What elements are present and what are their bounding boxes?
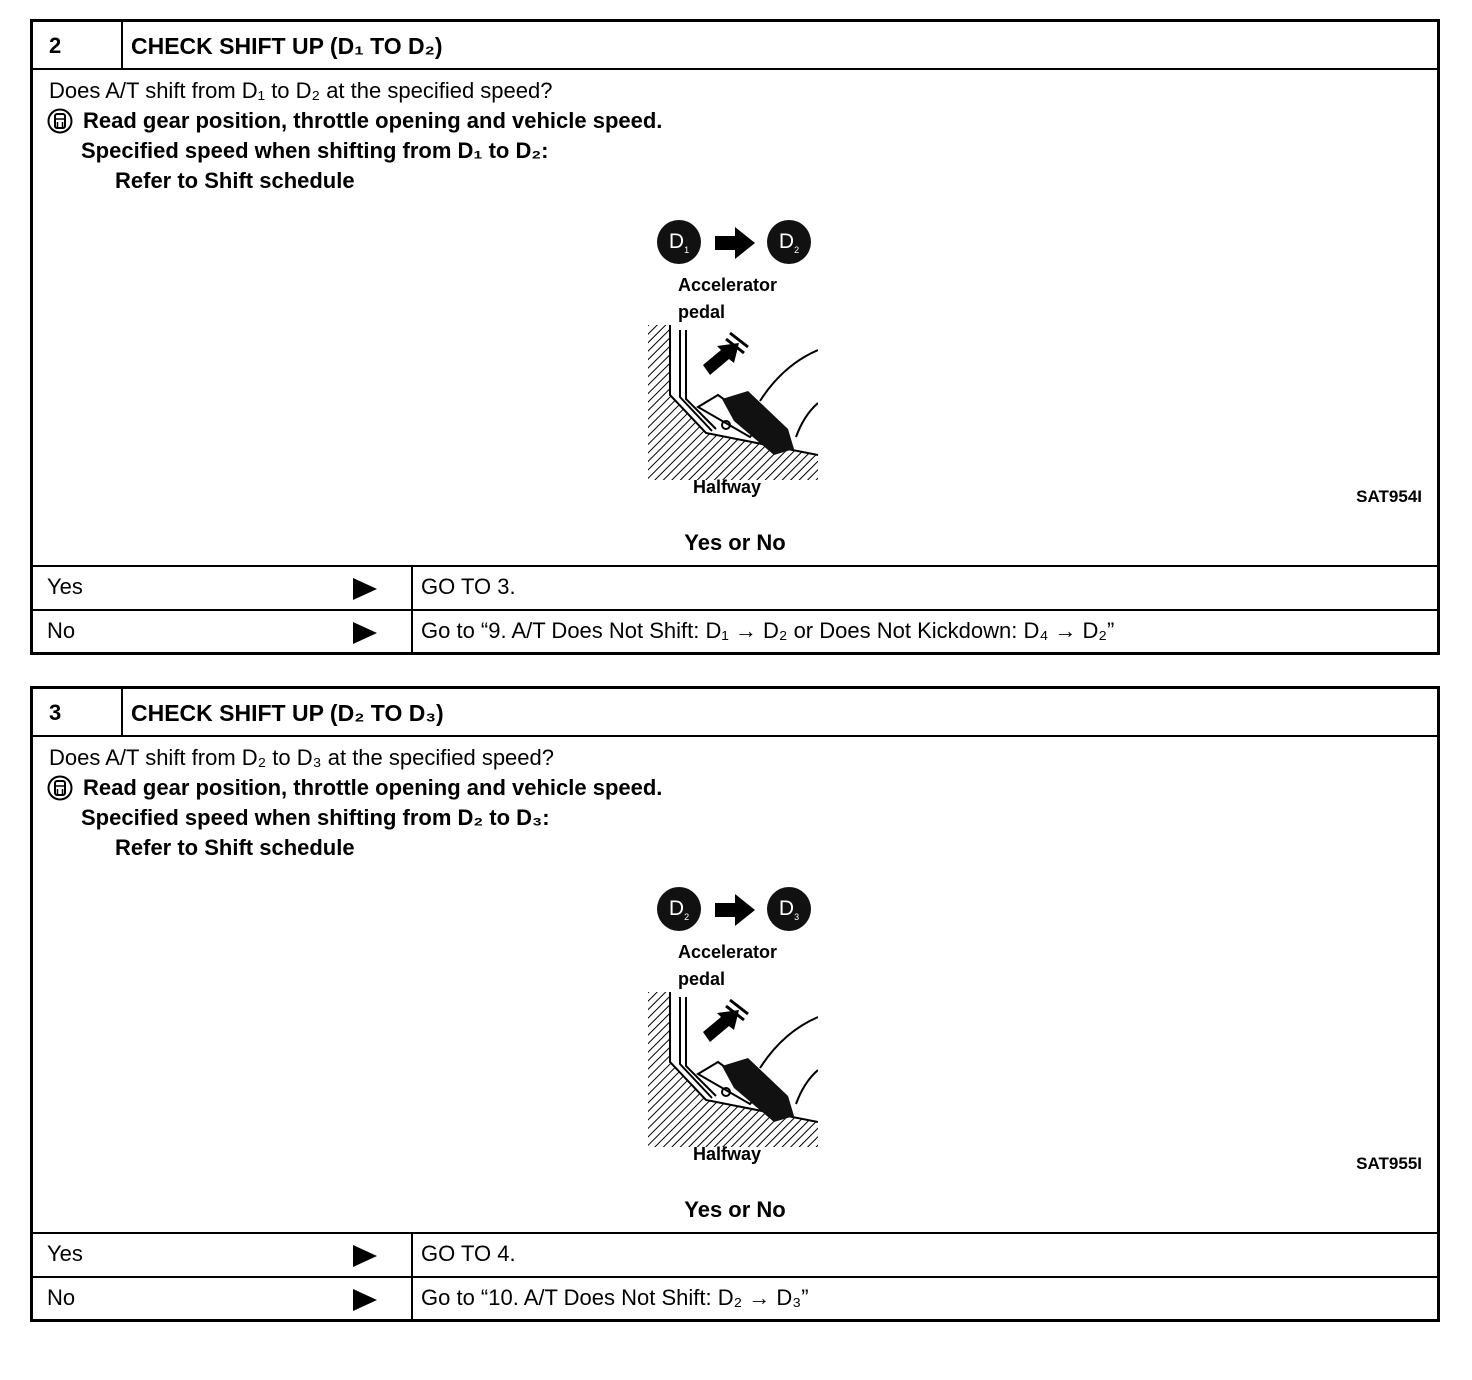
figure-code: SAT954I [1356,487,1422,506]
yes-label: Yes [47,1241,83,1266]
spec-label: Specified speed when shifting from D₂ to D₃: [81,805,550,830]
step-question: Does A/T shift from D₂ to D₃ at the specified speed? [49,745,555,770]
accelerator-pedal-figure [645,887,835,1177]
no-row [33,609,1437,654]
pedal-label: Accelerator pedal [678,942,778,989]
gear-from-icon: $D_1$ [657,220,701,264]
triangle-arrow-icon [353,622,377,644]
step-body [33,737,1437,1232]
gear-from-icon: $D_2$ [657,887,701,931]
yes-row [33,565,1437,609]
pedal-position-label: Halfway [693,1144,762,1164]
no-action: Go to “9. A/T Does Not Shift: D₁ → D₂ or Does Not Kickdown: D₄ → D₂” [411,611,1114,654]
no-row [33,1276,1437,1321]
triangle-arrow-icon [353,1245,377,1267]
consult-icon [47,108,73,134]
spec-value: Refer to Shift schedule [115,835,355,860]
instruction-text: Read gear position, throttle opening and vehicle speed. [83,775,663,800]
triangle-arrow-icon [353,1289,377,1311]
consult-icon [47,775,73,801]
pedal-position-label: Halfway [693,477,762,497]
step-2-box [30,19,1440,655]
spec-value: Refer to Shift schedule [115,168,355,193]
no-label: No [47,1285,76,1310]
yes-label: Yes [47,574,83,599]
pedal-illustration [648,992,818,1147]
no-action: Go to “10. A/T Does Not Shift: D₂ → D₃” [411,1278,809,1321]
figure-code: SAT955I [1356,1154,1422,1173]
step-title: CHECK SHIFT UP (D₁ TO D₂) [131,33,443,59]
spec-label: Specified speed when shifting from D₁ to D₂: [81,138,549,163]
step-body [33,70,1437,565]
step-3-box [30,686,1440,1322]
step-header [33,22,1437,70]
step-number: 2 [33,22,123,68]
instruction-line [47,775,662,801]
shift-arrow-icon [715,894,755,926]
gear-to-icon: $D_2$ [767,220,811,264]
step-header [33,689,1437,737]
pedal-illustration [648,325,818,480]
accelerator-pedal-figure [645,220,835,510]
gear-to-icon: $D_3$ [767,887,811,931]
step-number: 3 [33,689,123,735]
shift-arrow-icon [715,227,755,259]
instruction-text: Read gear position, throttle opening and vehicle speed. [83,108,663,133]
step-title: CHECK SHIFT UP (D₂ TO D₃) [131,700,444,726]
no-label: No [47,618,76,643]
yes-action: GO TO 4. [411,1234,516,1276]
pedal-label: Accelerator pedal [678,275,778,322]
decision-prompt: Yes or No [684,1197,786,1222]
yes-row [33,1232,1437,1276]
yes-action: GO TO 3. [411,567,516,609]
triangle-arrow-icon [353,578,377,600]
step-question: Does A/T shift from D₁ to D₂ at the specified speed? [49,78,553,103]
instruction-line [47,108,662,134]
decision-prompt: Yes or No [684,530,786,555]
